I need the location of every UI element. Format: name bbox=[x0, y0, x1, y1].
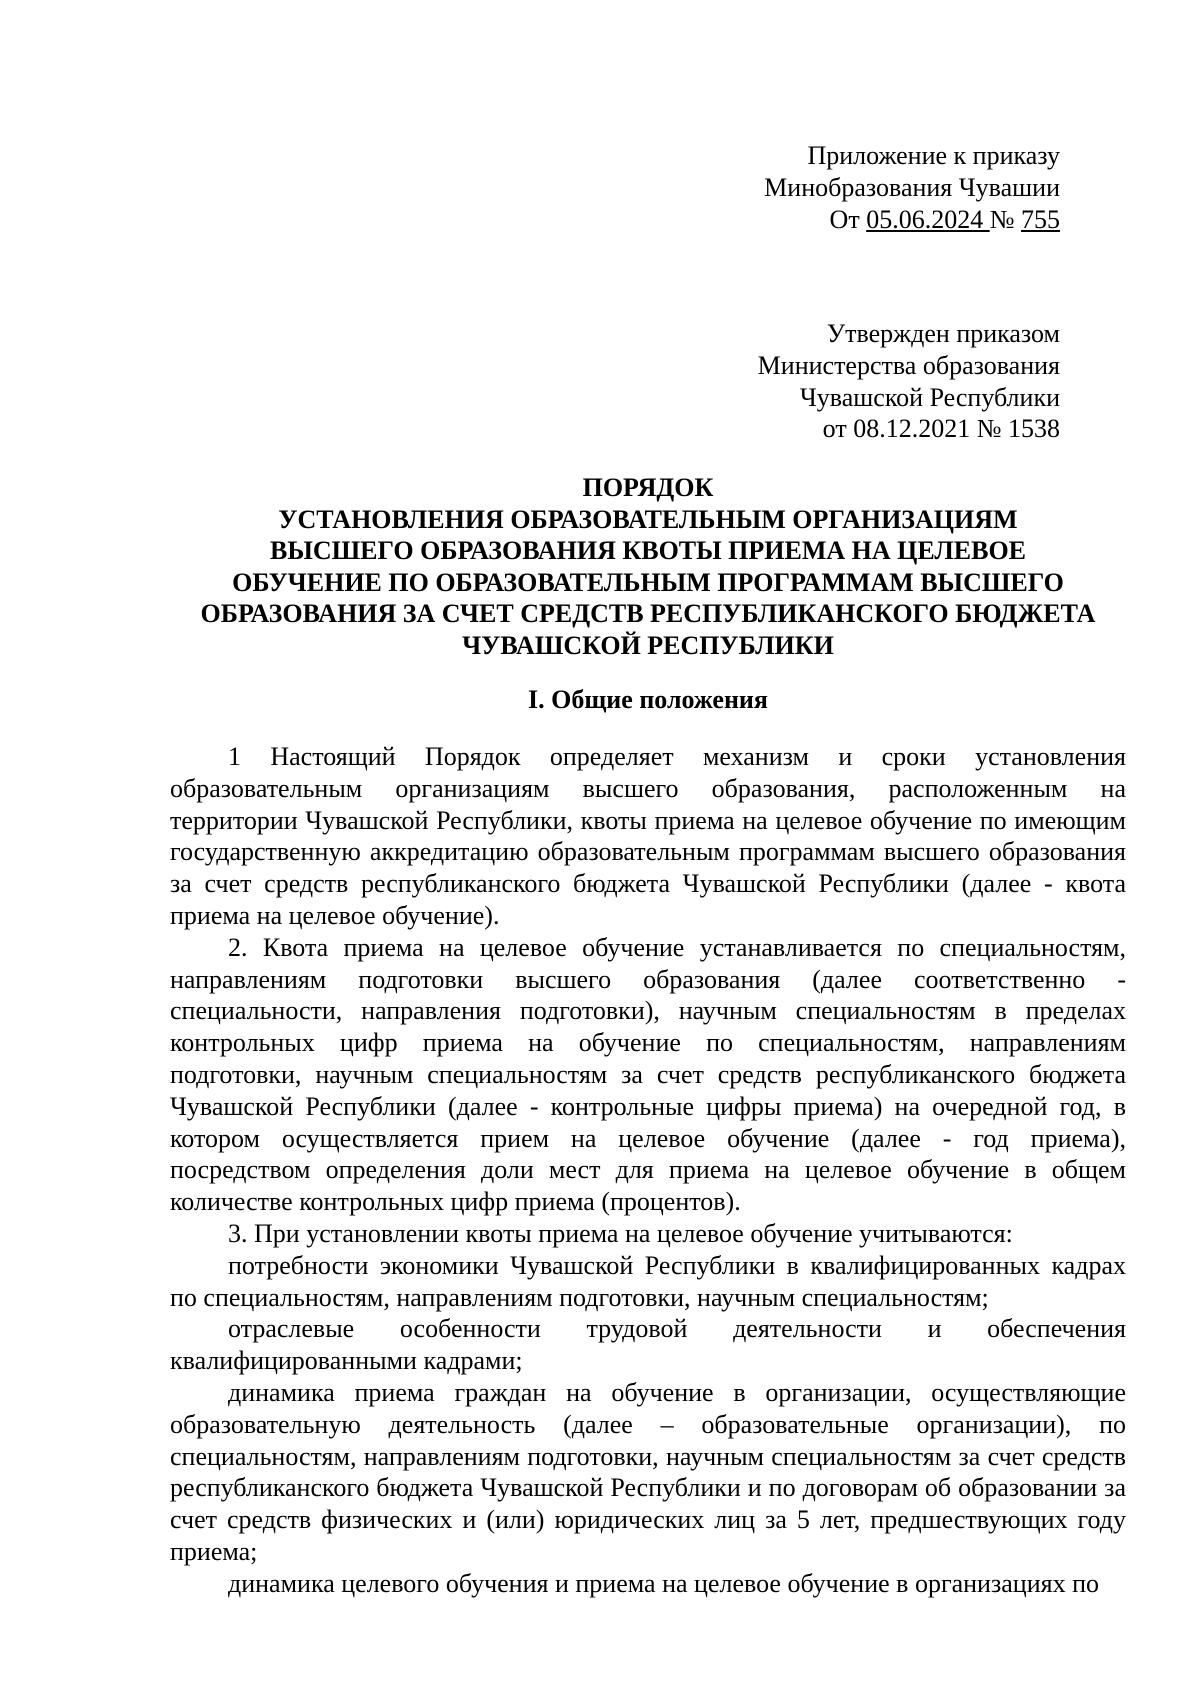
document-body bbox=[170, 741, 1126, 1600]
paragraph-7: динамика целевого обучения и приема на целевое обучение в организациях по bbox=[228, 1568, 1099, 1598]
title-line-5: ОБРАЗОВАНИЯ ЗА СЧЕТ СРЕДСТВ РЕСПУБЛИКАНСКОГО БЮДЖЕТА bbox=[200, 599, 1096, 629]
approval-line-4: от 08.12.2021 № 1538 bbox=[822, 414, 1060, 444]
paragraph-6: динамика приема граждан на обучение в организации, осуществляющие образовательную деятельность (далее – образовательные организации), по специальностям, направлениям подготовки, научным специальностям за счет средств республиканского бюджета Чувашской Республики и по договорам об образовании за счет средств физических и (или) юридических лиц за 5 лет, предшествующих году приема; bbox=[170, 1377, 1126, 1566]
title-line-6: ЧУВАШСКОЙ РЕСПУБЛИКИ bbox=[462, 630, 834, 660]
annex-reference bbox=[764, 140, 1060, 235]
document-title bbox=[170, 472, 1126, 662]
annex-date: 05.06.2024 bbox=[866, 204, 990, 234]
paragraph-3: 3. При установлении квоты приема на целевое обучение учитываются: bbox=[228, 1218, 1013, 1248]
section-heading: I. Общие положения bbox=[528, 685, 768, 714]
annex-prefix: От bbox=[829, 204, 867, 234]
title-line-1: ПОРЯДОК bbox=[582, 473, 714, 502]
annex-line-1: Приложение к приказу bbox=[807, 141, 1060, 170]
annex-line-2: Минобразования Чувашии bbox=[764, 172, 1060, 202]
title-line-4: ОБУЧЕНИЕ ПО ОБРАЗОВАТЕЛЬНЫМ ПРОГРАММАМ ВЫСШЕГО bbox=[232, 567, 1064, 597]
approval-line-2: Министерства образования bbox=[757, 350, 1060, 380]
title-line-2: УСТАНОВЛЕНИЯ ОБРАЗОВАТЕЛЬНЫМ ОРГАНИЗАЦИЯМ bbox=[278, 504, 1018, 534]
title-line-3: ВЫСШЕГО ОБРАЗОВАНИЯ КВОТЫ ПРИЕМА НА ЦЕЛЕВОЕ bbox=[269, 536, 1027, 566]
paragraph-4: потребности экономики Чувашской Республики в квалифицированных кадрах по специальностям, направлениям подготовки, научным специальностям; bbox=[170, 1250, 1126, 1312]
annex-line-3 bbox=[764, 204, 1060, 236]
approval-reference bbox=[758, 318, 1060, 445]
approval-line-3: Чувашской Республики bbox=[799, 382, 1060, 412]
annex-number-sign: № bbox=[989, 204, 1021, 234]
paragraph-2: 2. Квота приема на целевое обучение устанавливается по специальностям, направлениям подготовки высшего образования (далее соответственно - специальности, направления подготовки), научным специальностям в пределах контрольных цифр приема на обучение по специальностям, направлениям подготовки, научным специальностям за счет средств республиканского бюджета Чувашской Республики (далее - контрольные цифры приема) на очередной год, в котором осуществляется прием на целевое обучение (далее - год приема), посредством определения доли мест для приема на целевое обучение в общем количестве контрольных цифр приема (процентов). bbox=[170, 932, 1126, 1217]
approval-line-1: Утвержден приказом bbox=[826, 319, 1060, 348]
paragraph-1: 1 Настоящий Порядок определяет механизм и сроки установления образовательным организациям высшего образования, расположенным на территории Чувашской Республики, квоты приема на целевое обучение по имеющим государственную аккредитацию образовательным программам высшего образования за счет средств республиканского бюджета Чувашской Республики (далее - квота приема на целевое обучение). bbox=[170, 742, 1126, 930]
paragraph-5: отраслевые особенности трудовой деятельности и обеспечения квалифицированными кадрами; bbox=[170, 1314, 1126, 1376]
annex-number: 755 bbox=[1021, 204, 1060, 234]
